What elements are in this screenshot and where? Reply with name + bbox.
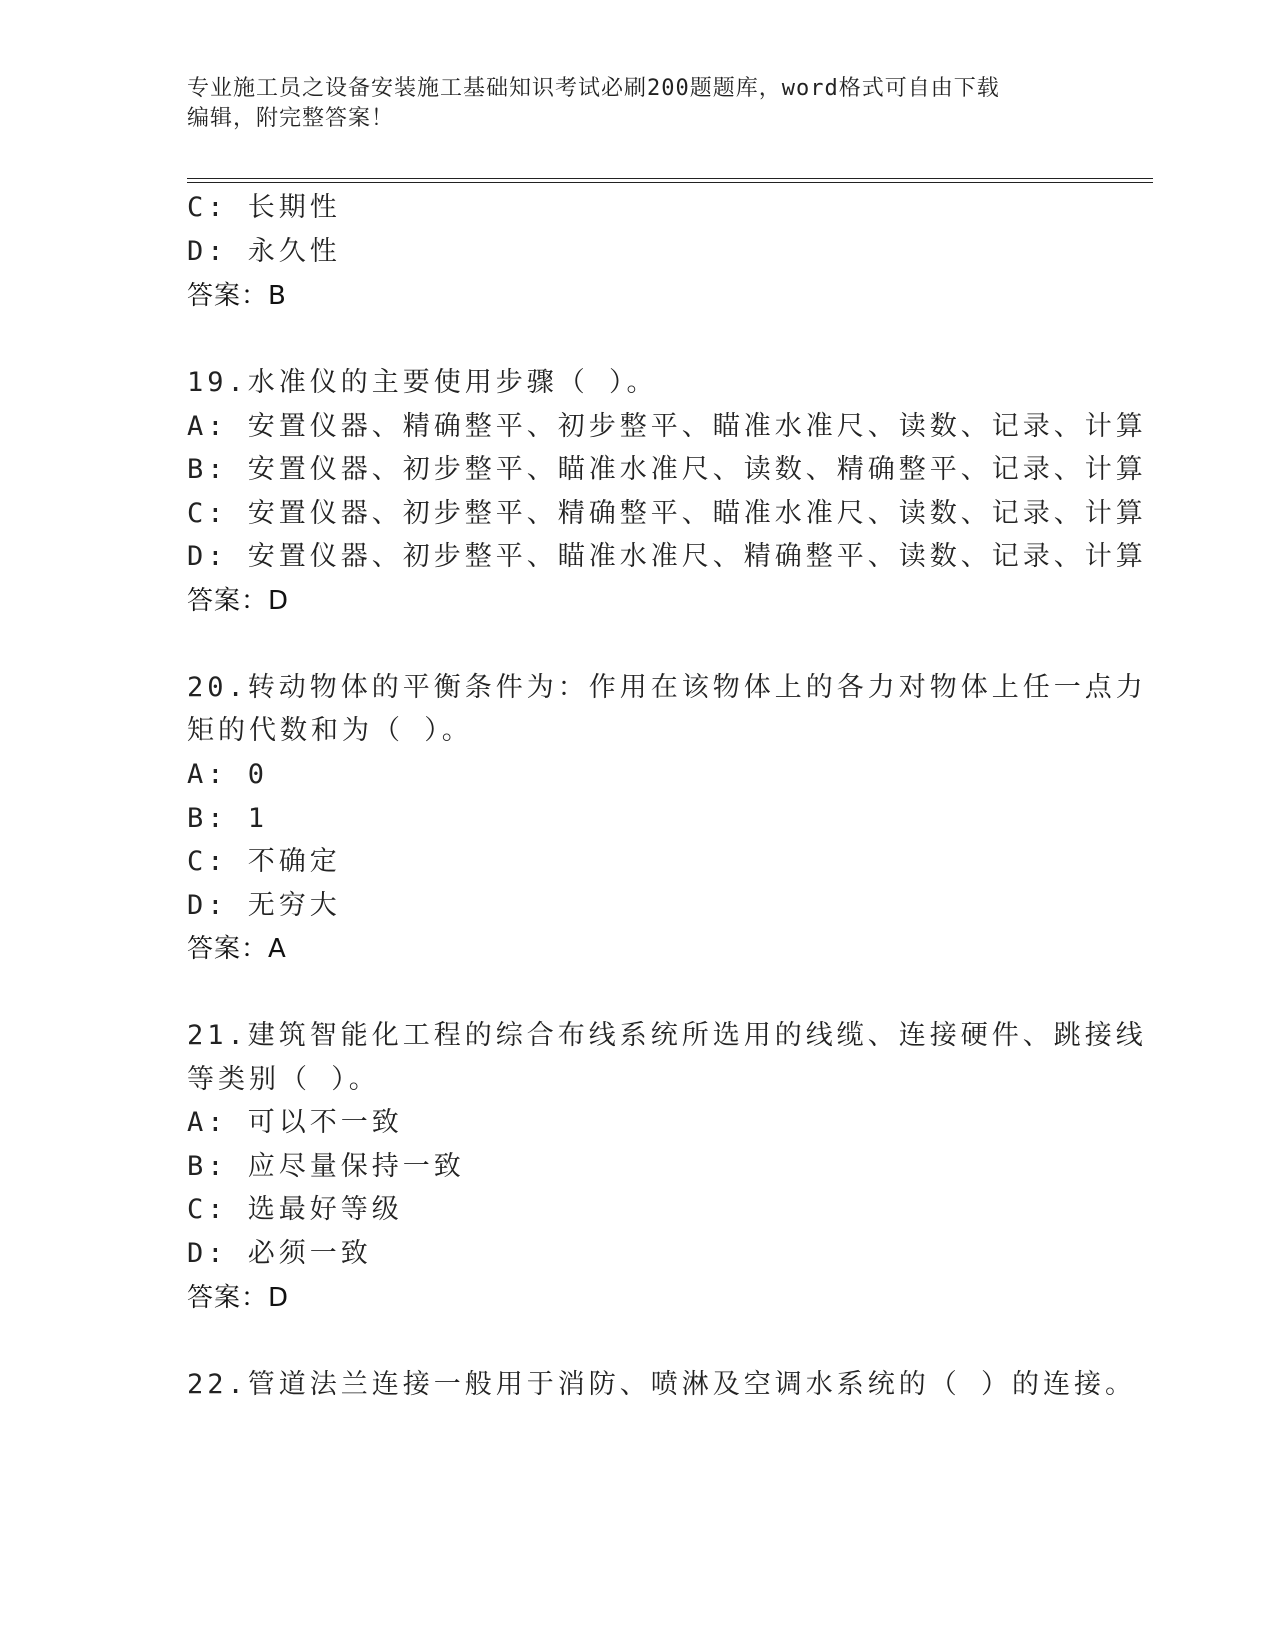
q19-stem: 19.水准仪的主要使用步骤（ ）。	[187, 367, 658, 398]
q20-answer: 答案：A	[187, 934, 287, 964]
q21-stem-line-1: 21.建筑智能化工程的综合布线系统所选用的线缆、连接硬件、跳接线	[187, 1020, 1147, 1051]
q19-option-b: B: 安置仪器、初步整平、瞄准水准尺、读数、精确整平、记录、计算	[187, 454, 1147, 485]
header-line-2: 编辑，附完整答案！	[187, 106, 395, 131]
header-rule-bottom	[187, 182, 1153, 183]
header-rule-top	[187, 178, 1153, 179]
q18-answer: 答案：B	[187, 281, 287, 311]
q20-option-a: A: 0	[187, 759, 269, 790]
header-line-1: 专业施工员之设备安装施工基础知识考试必刷200题题库，word格式可自由下载	[187, 76, 1000, 101]
q20-option-b: B: 1	[187, 803, 269, 834]
q20-stem-line-2: 矩的代数和为（ ）。	[187, 715, 473, 746]
q19-option-c: C: 安置仪器、初步整平、精确整平、瞄准水准尺、读数、记录、计算	[187, 498, 1147, 529]
document-header	[187, 74, 1087, 134]
q19-option-a: A: 安置仪器、精确整平、初步整平、瞄准水准尺、读数、记录、计算	[187, 411, 1147, 442]
q18-option-d: D: 永久性	[187, 236, 341, 267]
q20-option-c: C: 不确定	[187, 846, 341, 877]
q21-option-d: D: 必须一致	[187, 1238, 372, 1269]
q21-option-a: A: 可以不一致	[187, 1107, 403, 1138]
q19-option-d: D: 安置仪器、初步整平、瞄准水准尺、精确整平、读数、记录、计算	[187, 541, 1147, 572]
q19-answer: 答案：D	[187, 586, 290, 616]
q18-option-c: C: 长期性	[187, 192, 341, 223]
q21-answer: 答案：D	[187, 1283, 290, 1313]
q21-option-c: C: 选最好等级	[187, 1194, 403, 1225]
q20-stem-line-1: 20.转动物体的平衡条件为：作用在该物体上的各力对物体上任一点力	[187, 672, 1147, 703]
q21-stem-line-2: 等类别（ ）。	[187, 1064, 380, 1095]
q20-option-d: D: 无穷大	[187, 890, 341, 921]
q21-option-b: B: 应尽量保持一致	[187, 1151, 465, 1182]
q22-stem: 22.管道法兰连接一般用于消防、喷淋及空调水系统的（ ）的连接。	[187, 1369, 1137, 1400]
